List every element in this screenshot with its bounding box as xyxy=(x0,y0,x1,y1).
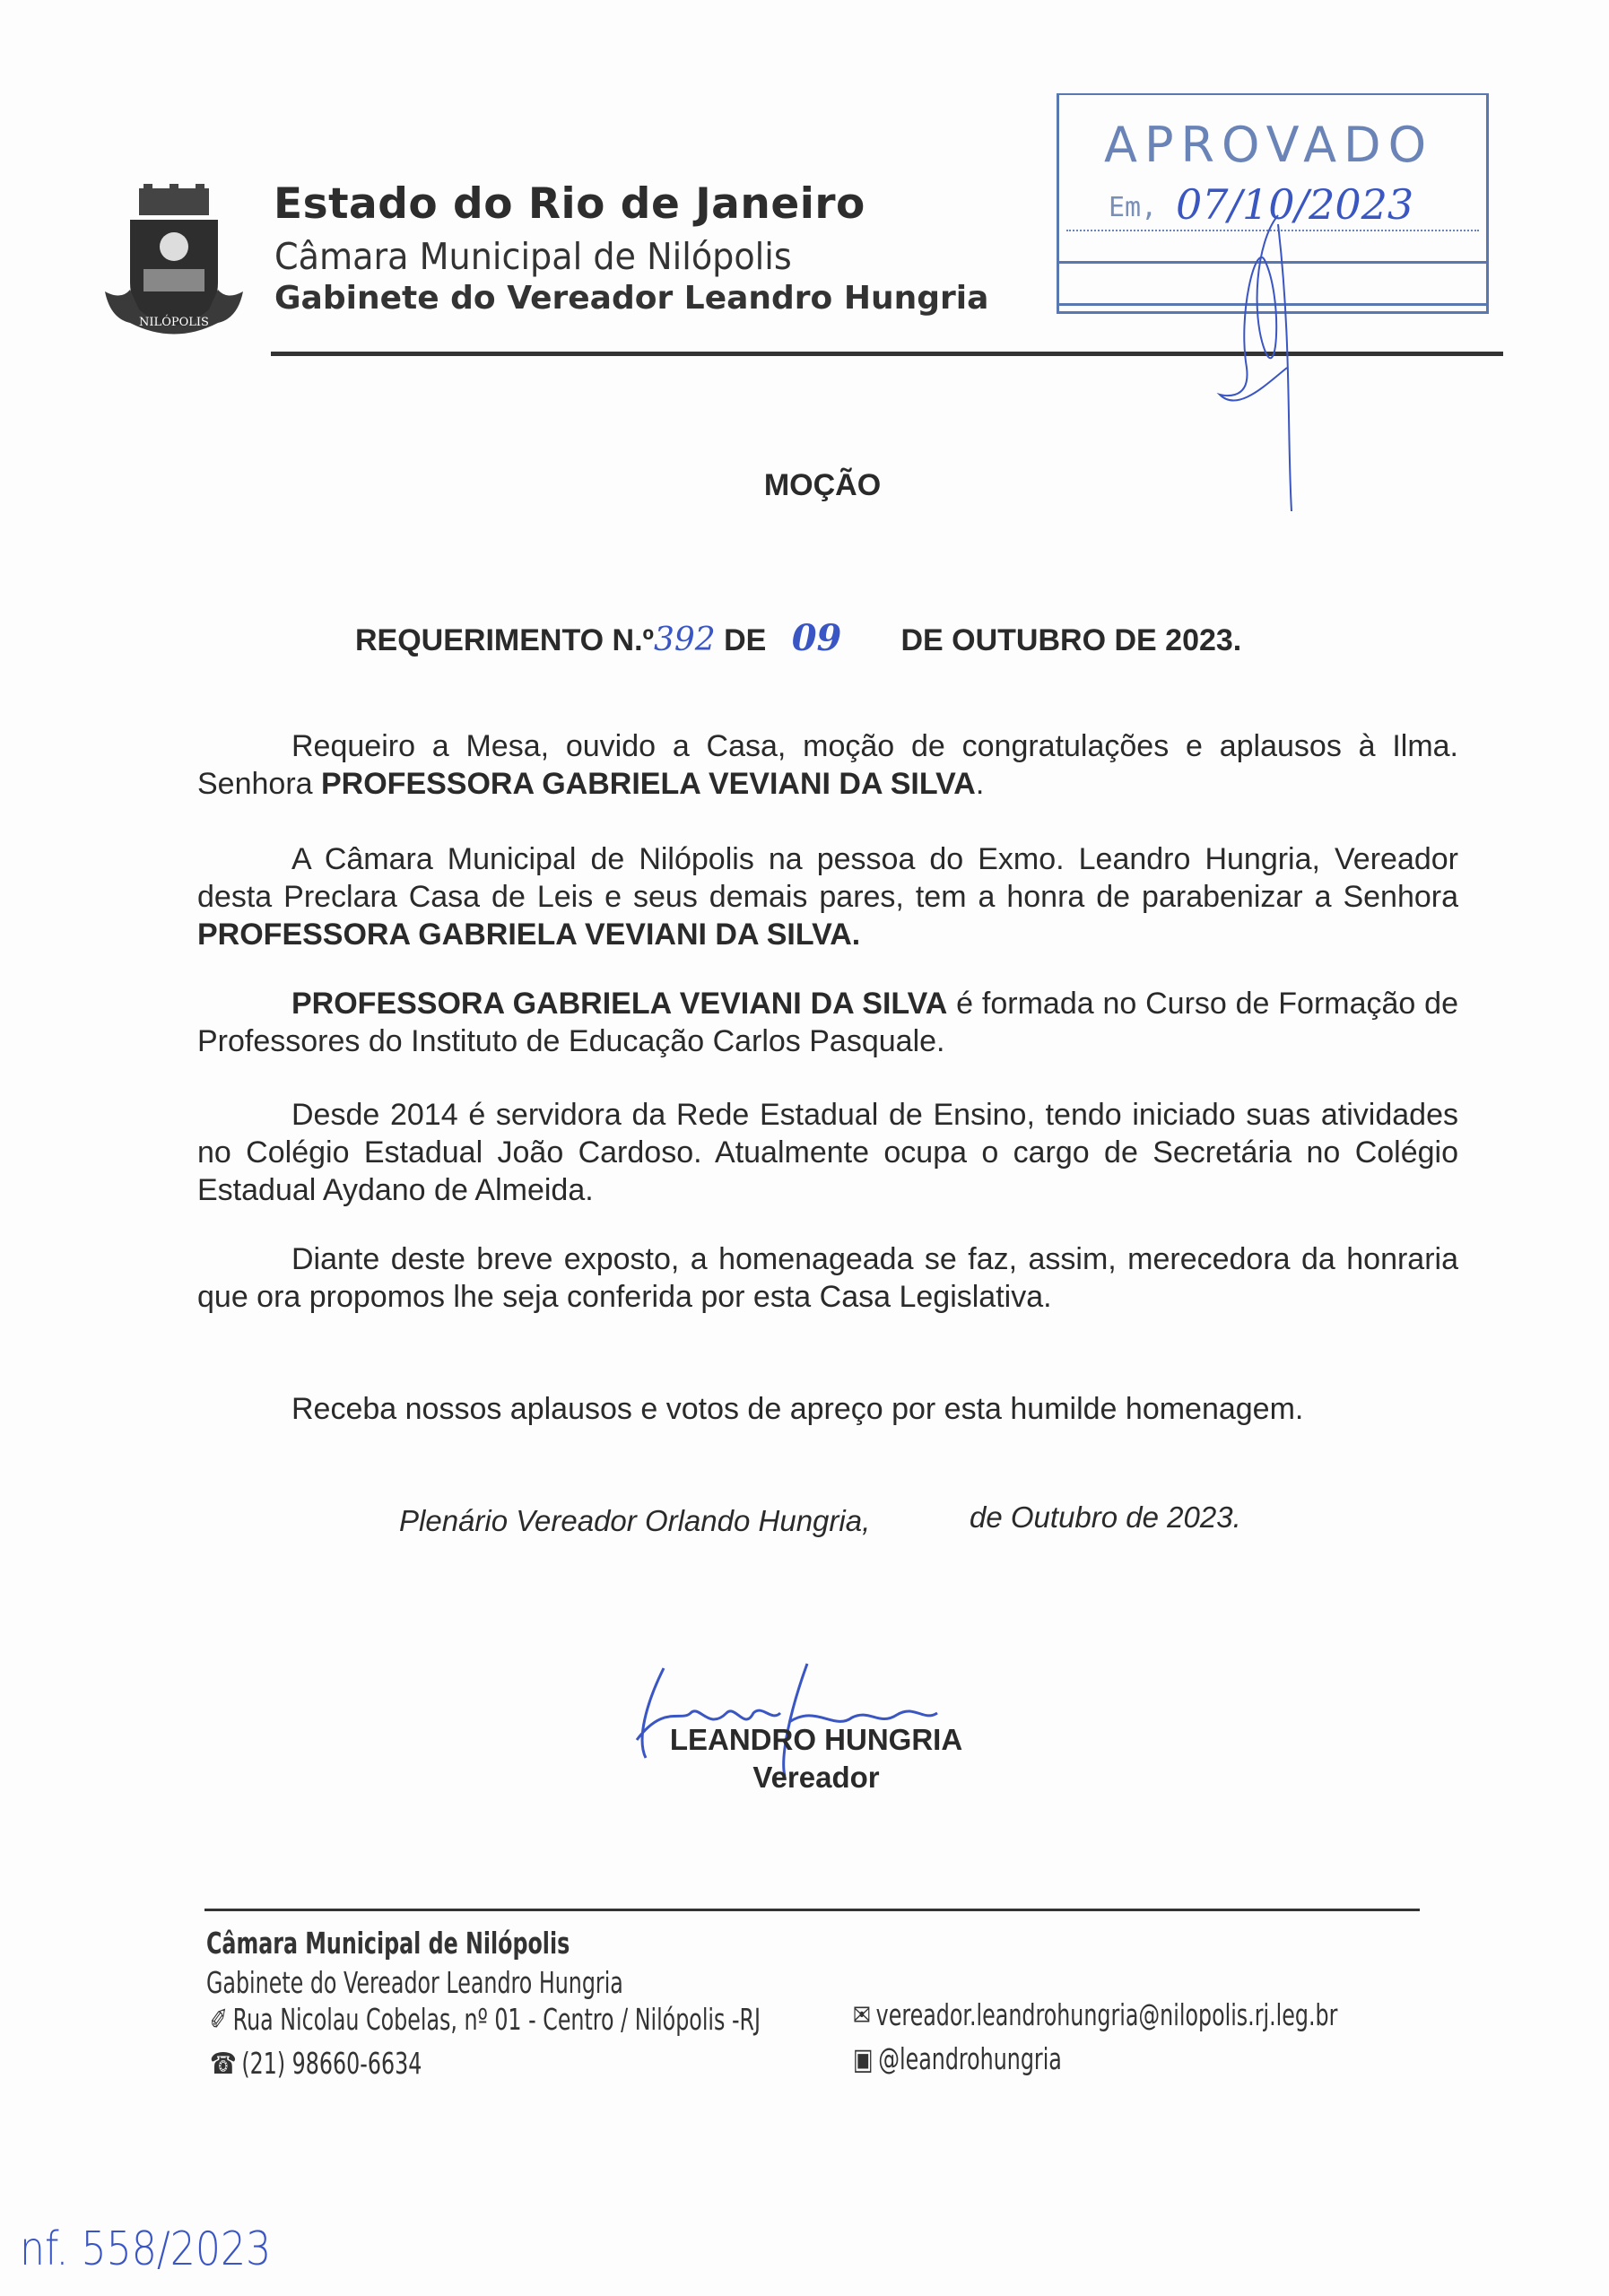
footer-chamber xyxy=(206,1926,570,1961)
paragraph-4: Desde 2014 é servidora da Rede Estadual de Ensino, tendo iniciado suas atividades no Colégio Estadual João Cardoso. Atualmente ocupa o cargo de Secretária no Colégio Estadual Aydano de Almeida. xyxy=(197,1098,1458,1207)
stamp-date: 07/10/2023 xyxy=(1176,180,1414,229)
footer-office: Gabinete do Vereador Leandro Hungria xyxy=(206,1965,623,2000)
header-state: Estado do Rio de Janeiro xyxy=(274,179,865,229)
paragraph-3 xyxy=(197,985,1458,1060)
handwritten-annotation: nf. 558/2023 xyxy=(20,2222,272,2276)
date-line: de Outubro de 2023. xyxy=(970,1500,1241,1534)
honoree-name: PROFESSORA GABRIELA VEVIANI DA SILVA xyxy=(321,767,976,801)
footer-email-text[interactable]: vereador.leandrohungria@nilopolis.rj.leg.br xyxy=(875,1997,1338,2032)
header-office: Gabinete do Vereador Leandro Hungria xyxy=(274,280,989,317)
footer-social-text: @leandrohungria xyxy=(878,2041,1062,2076)
req-day: 09 xyxy=(791,617,842,659)
footer-divider xyxy=(204,1909,1420,1911)
social-icon: ▣ xyxy=(853,2041,874,2076)
stamp-status: APROVADO xyxy=(1104,117,1434,173)
paragraph-1 xyxy=(197,727,1458,803)
phone-icon: ☎ xyxy=(210,2046,237,2081)
paragraph-6: Receba nossos aplausos e votos de apreço por esta humilde homenagem. xyxy=(291,1392,1304,1426)
p3-text: é formada no Curso de Formação de Professores do Instituto de Educação Carlos Pasquale. xyxy=(197,987,1458,1058)
footer-phone-text: (21) 98660-6634 xyxy=(241,2046,422,2081)
header-chamber: Câmara Municipal de Nilópolis xyxy=(274,235,792,278)
mail-icon: ✉ xyxy=(853,1997,871,2032)
req-number: 392 xyxy=(653,622,716,658)
footer-address-text: Rua Nicolau Cobelas, nº 01 - Centro / Nilópolis -RJ xyxy=(232,2002,761,2037)
req-suffix: DE OUTUBRO DE 2023. xyxy=(900,623,1242,657)
requerimento-line xyxy=(355,617,1241,659)
req-prefix: REQUERIMENTO N.º xyxy=(355,623,654,657)
honoree-name: PROFESSORA GABRIELA VEVIANI DA SILVA xyxy=(291,987,948,1021)
req-de: DE xyxy=(724,623,767,657)
honoree-name: PROFESSORA GABRIELA VEVIANI DA SILVA. xyxy=(197,918,861,952)
paragraph-2 xyxy=(197,840,1458,953)
p1-text: Requeiro a Mesa, ouvido a Casa, moção de congratulações e aplausos à Ilma. Senhora xyxy=(197,729,1458,801)
document-title: MOÇÃO xyxy=(763,468,882,502)
footer-phone xyxy=(210,2046,422,2081)
footer-email xyxy=(853,1997,1337,2032)
pin-icon: ✐ xyxy=(210,2002,228,2037)
footer-chamber-text: Câmara Municipal de Nilópolis xyxy=(206,1926,570,1961)
footer-social xyxy=(853,2041,1062,2076)
signatory-role: Vereador xyxy=(752,1761,880,1794)
stamp-em-label: Em, xyxy=(1109,192,1158,223)
paragraph-5: Diante deste breve exposto, a homenageada se faz, assim, merecedora da honraria que ora propomos lhe seja conferida por esta Casa Legislativa. xyxy=(197,1242,1458,1314)
p1-end: . xyxy=(975,767,985,801)
signatory-name: LEANDRO HUNGRIA xyxy=(669,1723,963,1756)
municipal-crest-logo xyxy=(103,184,245,341)
place-line: Plenário Vereador Orlando Hungria, xyxy=(399,1504,871,1537)
p2-text: A Câmara Municipal de Nilópolis na pessoa do Exmo. Leandro Hungria, Vereador desta Preclara Casa de Leis e seus demais pares, tem a honra de parabenizar a Senhora xyxy=(197,842,1458,914)
footer-address xyxy=(210,2002,761,2037)
svg-text:NILÓPOLIS: NILÓPOLIS xyxy=(139,316,209,329)
